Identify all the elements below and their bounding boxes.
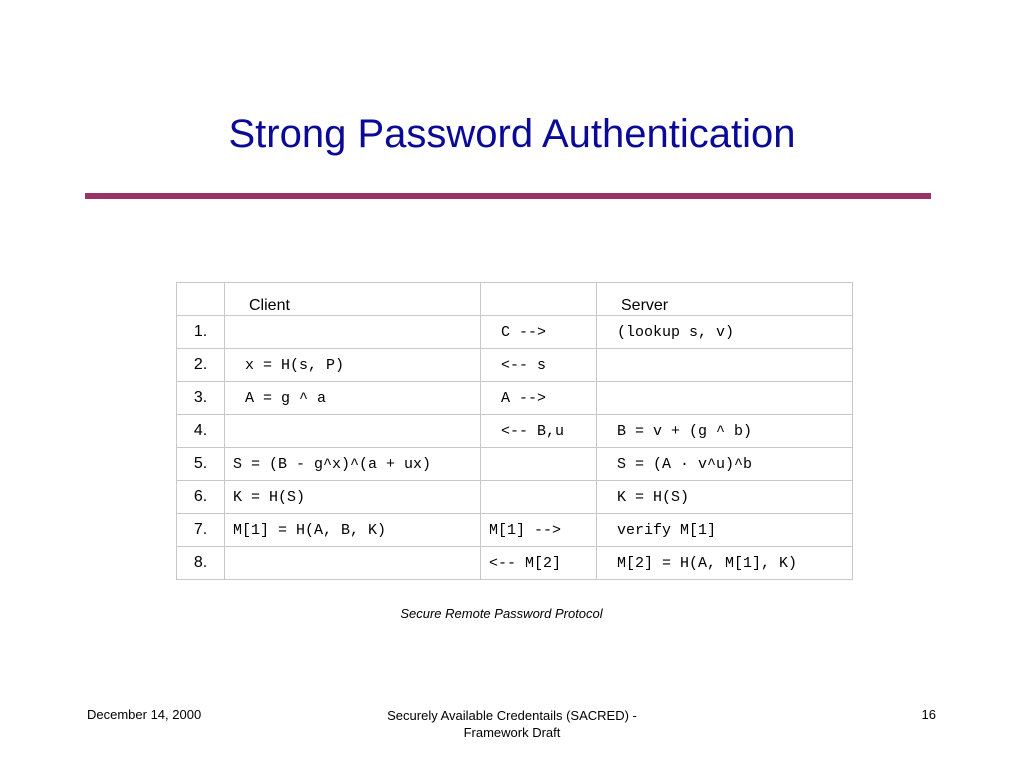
step-number: 2.	[177, 349, 225, 382]
message-cell	[481, 481, 597, 514]
server-cell: S = (A · v^u)^b	[597, 448, 853, 481]
client-cell: S = (B - g^x)^(a + ux)	[225, 448, 481, 481]
header-step-cell	[177, 283, 225, 316]
table-row	[177, 481, 853, 514]
client-cell	[225, 547, 481, 580]
client-cell: K = H(S)	[225, 481, 481, 514]
message-cell	[481, 448, 597, 481]
srp-protocol-table	[176, 282, 853, 580]
server-cell: verify M[1]	[597, 514, 853, 547]
step-number: 8.	[177, 547, 225, 580]
table-header-row	[177, 283, 853, 316]
step-number: 6.	[177, 481, 225, 514]
step-number: 1.	[177, 316, 225, 349]
step-number: 7.	[177, 514, 225, 547]
table-row	[177, 316, 853, 349]
footer-presentation-title: Securely Available Credentails (SACRED) - Framework Draft	[387, 708, 637, 740]
message-cell: <-- s	[481, 349, 597, 382]
slide-title: Strong Password Authentication	[228, 112, 796, 156]
header-server: Server	[597, 283, 853, 316]
server-cell: M[2] = H(A, M[1], K)	[597, 547, 853, 580]
server-cell: K = H(S)	[597, 481, 853, 514]
client-cell: M[1] = H(A, B, K)	[225, 514, 481, 547]
table-row	[177, 382, 853, 415]
message-cell: <-- M[2]	[481, 547, 597, 580]
message-cell: M[1] -->	[481, 514, 597, 547]
header-client: Client	[225, 283, 481, 316]
server-cell: (lookup s, v)	[597, 316, 853, 349]
client-cell: A = g ^ a	[225, 382, 481, 415]
table-row	[177, 547, 853, 580]
footer-date: December 14, 2000	[87, 707, 202, 722]
step-number: 3.	[177, 382, 225, 415]
client-cell	[225, 316, 481, 349]
server-cell	[597, 382, 853, 415]
table-row	[177, 349, 853, 382]
server-cell	[597, 349, 853, 382]
server-cell: B = v + (g ^ b)	[597, 415, 853, 448]
table-row	[177, 514, 853, 547]
message-cell: C -->	[481, 316, 597, 349]
message-cell: <-- B,u	[481, 415, 597, 448]
title-divider	[85, 193, 931, 199]
step-number: 4.	[177, 415, 225, 448]
table-row	[177, 448, 853, 481]
step-number: 5.	[177, 448, 225, 481]
header-message-cell	[481, 283, 597, 316]
client-cell: x = H(s, P)	[225, 349, 481, 382]
table-row	[177, 415, 853, 448]
message-cell: A -->	[481, 382, 597, 415]
table-caption: Secure Remote Password Protocol	[400, 606, 603, 621]
title-divider-bar	[85, 193, 931, 199]
slide-number: 16	[921, 707, 936, 722]
client-cell	[225, 415, 481, 448]
